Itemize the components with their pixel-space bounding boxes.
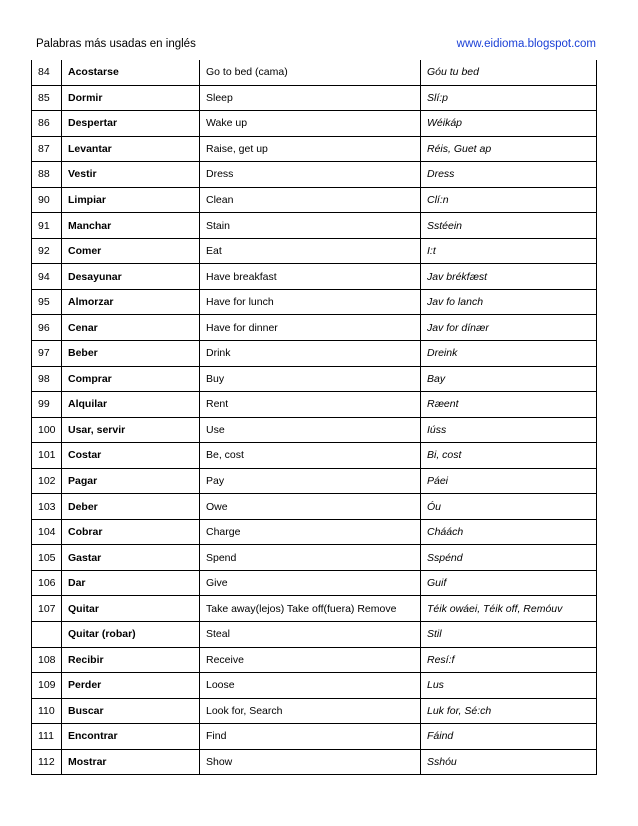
english-translation: Clean <box>200 187 421 213</box>
spanish-word: Comprar <box>62 366 200 392</box>
english-translation: Rent <box>200 392 421 418</box>
row-number: 107 <box>32 596 62 622</box>
spanish-word: Beber <box>62 341 200 367</box>
spanish-word: Desayunar <box>62 264 200 290</box>
english-translation: Take away(lejos) Take off(fuera) Remove <box>200 596 421 622</box>
spanish-word: Limpiar <box>62 187 200 213</box>
row-number: 108 <box>32 647 62 673</box>
english-translation: Loose <box>200 673 421 699</box>
table-row <box>32 341 597 367</box>
pronunciation: Páei <box>421 468 597 494</box>
table-row <box>32 673 597 699</box>
vocabulary-table <box>31 60 597 775</box>
row-number: 111 <box>32 724 62 750</box>
spanish-word: Mostrar <box>62 749 200 775</box>
row-number: 112 <box>32 749 62 775</box>
table-row <box>32 136 597 162</box>
row-number: 91 <box>32 213 62 239</box>
english-translation: Drink <box>200 341 421 367</box>
table-row <box>32 596 597 622</box>
pronunciation: Jav for dínær <box>421 315 597 341</box>
pronunciation: Lus <box>421 673 597 699</box>
table-row <box>32 622 597 648</box>
pronunciation: Resí:f <box>421 647 597 673</box>
spanish-word: Dar <box>62 570 200 596</box>
row-number: 100 <box>32 417 62 443</box>
row-number: 84 <box>32 60 62 85</box>
table-row <box>32 749 597 775</box>
pronunciation: Slí:p <box>421 85 597 111</box>
table-row <box>32 213 597 239</box>
spanish-word: Gastar <box>62 545 200 571</box>
table-row <box>32 468 597 494</box>
pronunciation: I:t <box>421 238 597 264</box>
table-row <box>32 187 597 213</box>
pronunciation: Góu tu bed <box>421 60 597 85</box>
row-number: 104 <box>32 519 62 545</box>
english-translation: Charge <box>200 519 421 545</box>
table-row <box>32 315 597 341</box>
spanish-word: Levantar <box>62 136 200 162</box>
page-header <box>36 38 596 52</box>
pronunciation: Bi, cost <box>421 443 597 469</box>
row-number: 105 <box>32 545 62 571</box>
row-number: 98 <box>32 366 62 392</box>
english-translation: Spend <box>200 545 421 571</box>
spanish-word: Dormir <box>62 85 200 111</box>
pronunciation: Clí:n <box>421 187 597 213</box>
spanish-word: Acostarse <box>62 60 200 85</box>
english-translation: Raise, get up <box>200 136 421 162</box>
spanish-word: Perder <box>62 673 200 699</box>
pronunciation: Ræent <box>421 392 597 418</box>
row-number: 110 <box>32 698 62 724</box>
english-translation: Have for lunch <box>200 289 421 315</box>
spanish-word: Pagar <box>62 468 200 494</box>
spanish-word: Almorzar <box>62 289 200 315</box>
row-number: 96 <box>32 315 62 341</box>
table-row <box>32 162 597 188</box>
vocabulary-table-body <box>32 60 597 775</box>
row-number: 94 <box>32 264 62 290</box>
pronunciation: Óu <box>421 494 597 520</box>
row-number: 88 <box>32 162 62 188</box>
table-row <box>32 724 597 750</box>
english-translation: Have for dinner <box>200 315 421 341</box>
table-row <box>32 60 597 85</box>
pronunciation: Téik owáei, Téik off, Remóuv <box>421 596 597 622</box>
english-translation: Look for, Search <box>200 698 421 724</box>
english-translation: Dress <box>200 162 421 188</box>
table-row <box>32 494 597 520</box>
table-row <box>32 85 597 111</box>
pronunciation: Iúss <box>421 417 597 443</box>
table-row <box>32 264 597 290</box>
table-row <box>32 443 597 469</box>
pronunciation: Sstéein <box>421 213 597 239</box>
english-translation: Have breakfast <box>200 264 421 290</box>
row-number: 86 <box>32 111 62 137</box>
spanish-word: Alquilar <box>62 392 200 418</box>
english-translation: Pay <box>200 468 421 494</box>
english-translation: Use <box>200 417 421 443</box>
english-translation: Receive <box>200 647 421 673</box>
row-number: 103 <box>32 494 62 520</box>
row-number <box>32 622 62 648</box>
pronunciation: Sspénd <box>421 545 597 571</box>
table-row <box>32 111 597 137</box>
spanish-word: Recibir <box>62 647 200 673</box>
spanish-word: Despertar <box>62 111 200 137</box>
row-number: 87 <box>32 136 62 162</box>
pronunciation: Cháách <box>421 519 597 545</box>
row-number: 85 <box>32 85 62 111</box>
english-translation: Steal <box>200 622 421 648</box>
spanish-word: Quitar (robar) <box>62 622 200 648</box>
row-number: 90 <box>32 187 62 213</box>
document-title: Palabras más usadas en inglés <box>36 38 196 50</box>
english-translation: Go to bed (cama) <box>200 60 421 85</box>
spanish-word: Buscar <box>62 698 200 724</box>
table-row <box>32 392 597 418</box>
pronunciation: Sshóu <box>421 749 597 775</box>
website-link[interactable]: www.eidioma.blogspot.com <box>456 38 596 50</box>
row-number: 109 <box>32 673 62 699</box>
row-number: 95 <box>32 289 62 315</box>
row-number: 97 <box>32 341 62 367</box>
english-translation: Wake up <box>200 111 421 137</box>
row-number: 102 <box>32 468 62 494</box>
pronunciation: Jav fo lanch <box>421 289 597 315</box>
table-row <box>32 545 597 571</box>
table-row <box>32 698 597 724</box>
english-translation: Eat <box>200 238 421 264</box>
pronunciation: Jav brékfæst <box>421 264 597 290</box>
row-number: 99 <box>32 392 62 418</box>
table-row <box>32 366 597 392</box>
table-row <box>32 238 597 264</box>
spanish-word: Usar, servir <box>62 417 200 443</box>
table-row <box>32 570 597 596</box>
spanish-word: Costar <box>62 443 200 469</box>
pronunciation: Guif <box>421 570 597 596</box>
pronunciation: Bay <box>421 366 597 392</box>
table-row <box>32 417 597 443</box>
pronunciation: Luk for, Sé:ch <box>421 698 597 724</box>
spanish-word: Cenar <box>62 315 200 341</box>
spanish-word: Vestir <box>62 162 200 188</box>
spanish-word: Deber <box>62 494 200 520</box>
pronunciation: Fáind <box>421 724 597 750</box>
pronunciation: Dreink <box>421 341 597 367</box>
table-row <box>32 647 597 673</box>
english-translation: Find <box>200 724 421 750</box>
pronunciation: Wéikáp <box>421 111 597 137</box>
table-row <box>32 519 597 545</box>
spanish-word: Quitar <box>62 596 200 622</box>
spanish-word: Comer <box>62 238 200 264</box>
spanish-word: Cobrar <box>62 519 200 545</box>
row-number: 106 <box>32 570 62 596</box>
english-translation: Show <box>200 749 421 775</box>
english-translation: Give <box>200 570 421 596</box>
row-number: 92 <box>32 238 62 264</box>
english-translation: Sleep <box>200 85 421 111</box>
english-translation: Be, cost <box>200 443 421 469</box>
pronunciation: Stil <box>421 622 597 648</box>
pronunciation: Dress <box>421 162 597 188</box>
english-translation: Stain <box>200 213 421 239</box>
english-translation: Owe <box>200 494 421 520</box>
spanish-word: Encontrar <box>62 724 200 750</box>
row-number: 101 <box>32 443 62 469</box>
spanish-word: Manchar <box>62 213 200 239</box>
pronunciation: Réis, Guet ap <box>421 136 597 162</box>
table-row <box>32 289 597 315</box>
english-translation: Buy <box>200 366 421 392</box>
